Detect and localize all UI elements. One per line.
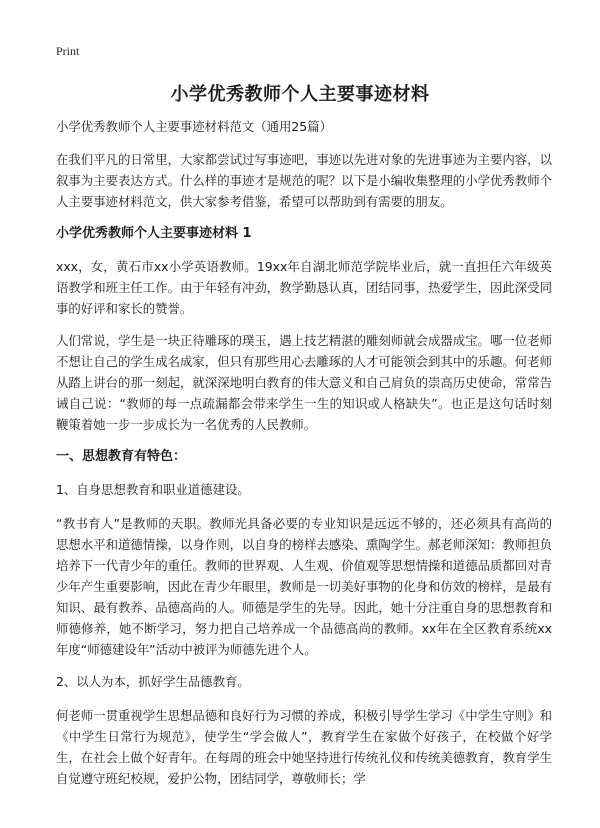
section-heading: 小学优秀教师个人主要事迹材料 1	[56, 226, 252, 241]
document-body	[56, 116, 552, 800]
body-paragraph-1: xxx，女，黄石市xx小学英语教师。19xx年自湖北师范学院毕业后，就一直担任六年级英语教学和班主任工作。由于年轻有冲劲，教学勤恳认真，团结同事，热爱学生，因此深受同事的好评和家长的赞誉。	[56, 259, 552, 316]
intro-paragraph: 在我们平凡的日常里，大家都尝试过写事迹吧，事迹以先进对象的先进事迹为主要内容，以叙事为主要表达方式。什么样的事迹才是规范的呢？以下是小编收集整理的小学优秀教师个人主要事迹材料范文，供大家参考借鉴，希望可以帮助到有需要的朋友。	[56, 152, 552, 209]
document-subtitle: 小学优秀教师个人主要事迹材料范文（通用25篇）	[56, 119, 332, 134]
list-item-2: 2、以人为本，抓好学生品德教育。	[56, 674, 250, 689]
body-paragraph-2: 人们常说，学生是一块正待雕琢的璞玉，遇上技艺精湛的雕刻师就会成器成宝。哪一位老师不想让自己的学生成名成家，但只有那些用心去雕琢的人才可能领会到其中的乐趣。何老师从踏上讲台的那一刻起，就深深地明白教育的伟大意义和自己肩负的崇高历史使命，常常告诫自己说：“教师的每一点疏漏都会带来学生一生的知识或人格缺失”。也正是这句话时刻鞭策着她一步一步成长为一名优秀的人民教师。	[56, 333, 552, 432]
document-title: 小学优秀教师个人主要事迹材料	[170, 84, 430, 105]
print-label[interactable]: Print	[56, 44, 80, 58]
subsection-heading-1: 一、思想教育有特色：	[56, 449, 187, 464]
body-paragraph-4: 何老师一贯重视学生思想品德和良好行为习惯的养成，积极引导学生学习《中学生守则》和《中学生日常行为规范》，使学生“学会做人”，教育学生在家做个好孩子，在校做个好学生，在社会上做个好青年。在每周的班会中她坚持进行传统礼仪和传统美德教育，教育学生自觉遵守班纪校规，爱护公物，团结同学，尊敬师长；学	[56, 708, 552, 786]
body-paragraph-3: “教书育人”是教师的天职。教师光具备必要的专业知识是远远不够的，还必须具有高尚的思想水平和道德情操，以身作则，以自身的榜样去感染、熏陶学生。郝老师深知：教师担负培养下一代青少年的重任。教师的世界观、人生观、价值观等思想情操和道德品质都回对青少年产生重要影响，因此在青少年眼里，教师是一切美好事物的化身和仿效的榜样，是最有知识、最有教养、品德高尚的人。师德是学生的先导。因此，她十分注重自身的思想教育和师德修养，她不断学习，努力把自己培养成一个品德高尚的教师。xx年在全区教育系统xx年度“师德建设年”活动中被评为师德先进个人。	[56, 516, 552, 657]
list-item-1: 1、自身思想教育和职业道德建设。	[56, 482, 250, 497]
